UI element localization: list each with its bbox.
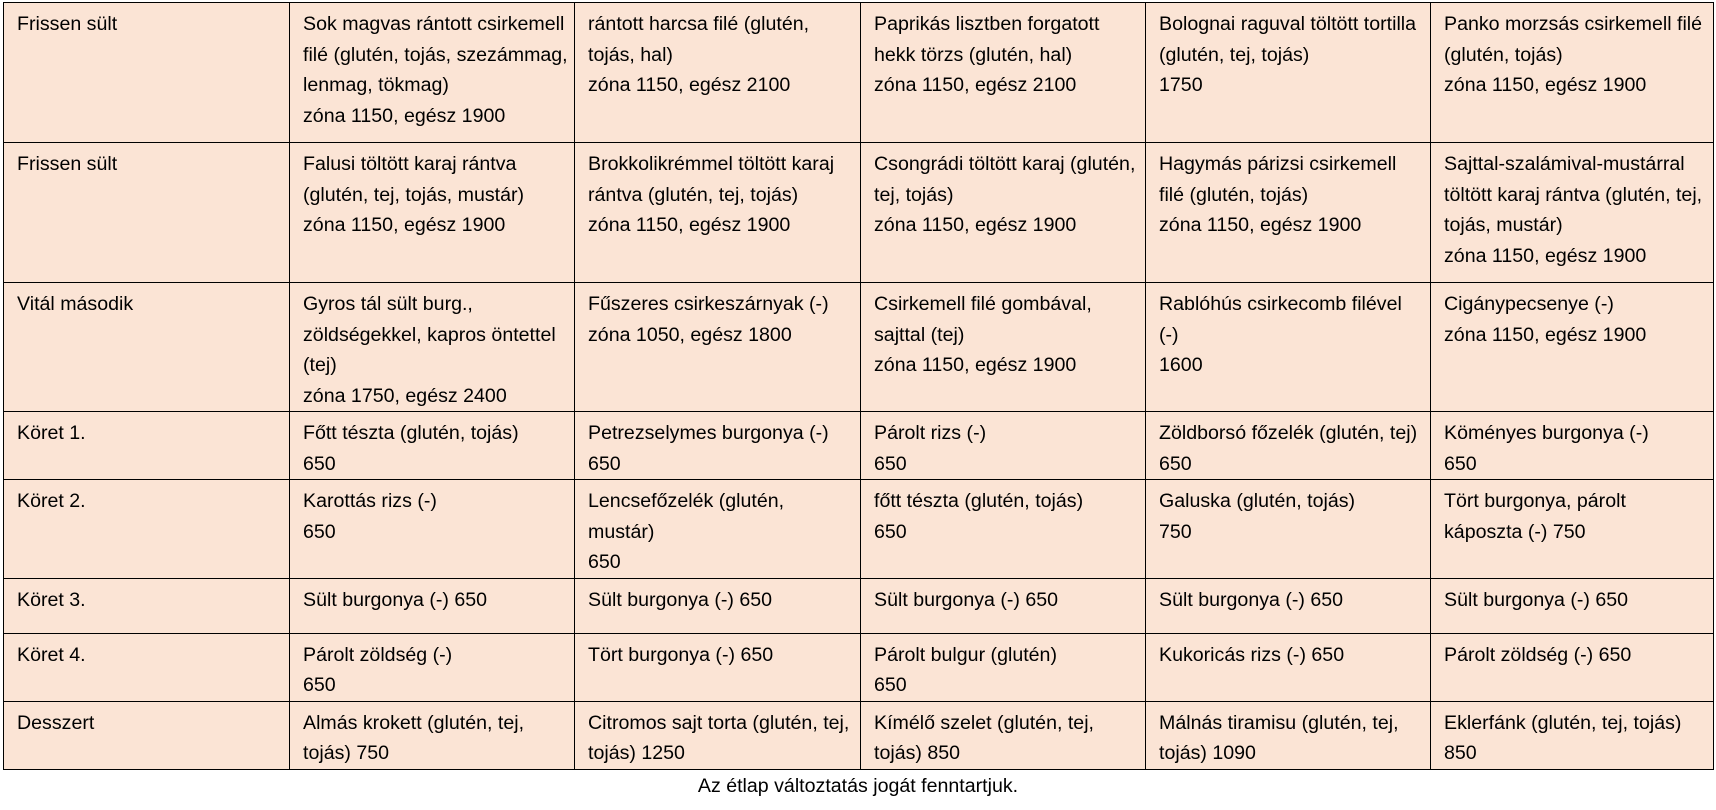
menu-item-cell (861, 701, 1146, 769)
menu-table-body (4, 3, 1714, 770)
menu-item-text: Sült burgonya (-) 650 (1444, 588, 1629, 611)
menu-item-cell (290, 633, 575, 701)
menu-item-text: Karottás rizs (-) (303, 490, 437, 512)
table-row (4, 480, 1714, 579)
menu-item-cell (1146, 578, 1431, 633)
menu-item-price: zóna 1150, egész 1900 (303, 104, 506, 127)
menu-item-text: Sült burgonya (-) 650 (588, 588, 773, 611)
menu-item-text: Párolt zöldség (-) (303, 643, 453, 666)
menu-item-text: Brokkolikrémmel töltött karaj rántva (glutén, tej, tojás) (588, 153, 835, 206)
menu-item-cell (861, 283, 1146, 412)
menu-item-text: Kímélő szelet (glutén, tej, tojás) 850 (874, 711, 1094, 764)
table-row (4, 633, 1714, 701)
menu-item-text: főtt tészta (glutén, tojás) (874, 490, 1084, 512)
menu-item-cell (1431, 412, 1714, 480)
menu-item-text: Almás krokett (glutén, tej, tojás) 750 (303, 711, 525, 764)
menu-item-price: 650 (874, 520, 907, 543)
menu-item-cell (1146, 283, 1431, 412)
row-category: Frissen sült (4, 143, 290, 283)
menu-item-text: Köményes burgonya (-) (1444, 422, 1649, 444)
menu-item-cell (575, 412, 861, 480)
menu-item-text: rántott harcsa filé (glutén, tojás, hal) (588, 13, 810, 66)
menu-item-cell (861, 480, 1146, 579)
menu-item-text: Sok magvas rántott csirkemell filé (glutén, tojás, szezámmag, lenmag, tökmag) (303, 13, 568, 96)
menu-item-price: zóna 1150, egész 1900 (1444, 74, 1647, 96)
menu-item-price: 650 (874, 674, 907, 696)
menu-item-price: zóna 1150, egész 1900 (588, 214, 791, 236)
menu-item-cell (290, 412, 575, 480)
menu-item-cell (1431, 480, 1714, 579)
menu-item-price: zóna 1050, egész 1800 (588, 323, 792, 346)
menu-item-price: 1600 (1159, 354, 1203, 376)
menu-item-price: zóna 1150, egész 1900 (1444, 323, 1647, 346)
menu-item-text: Falusi töltött karaj rántva (glutén, tej, tojás, mustár) (303, 153, 525, 206)
menu-item-cell (1146, 480, 1431, 579)
menu-item-cell (1146, 3, 1431, 143)
menu-item-cell (575, 283, 861, 412)
table-row (4, 701, 1714, 769)
menu-item-text: Sült burgonya (-) 650 (1159, 588, 1344, 611)
menu-item-cell (861, 143, 1146, 283)
menu-item-text: Bolognai raguval töltött tortilla (glutén, tej, tojás) (1159, 13, 1417, 66)
menu-item-price: zóna 1150, egész 2100 (874, 74, 1077, 96)
menu-item-text: Citromos sajt torta (glutén, tej, tojás) 1250 (588, 711, 850, 764)
menu-item-cell (1146, 143, 1431, 283)
menu-item-cell (1431, 701, 1714, 769)
menu-item-cell (290, 3, 575, 143)
menu-item-price: 650 (874, 452, 907, 475)
menu-item-price: zóna 1150, egész 1900 (874, 214, 1077, 236)
menu-item-text: Panko morzsás csirkemell filé (glutén, tojás) (1444, 13, 1703, 66)
menu-item-cell (1431, 283, 1714, 412)
menu-item-price: zóna 1150, egész 1900 (303, 214, 506, 236)
menu-item-text: Párolt rizs (-) (874, 422, 987, 444)
menu-item-text: Petrezselymes burgonya (-) 650 (588, 422, 829, 475)
menu-item-price: 650 (588, 551, 621, 573)
menu-item-cell (861, 412, 1146, 480)
menu-item-cell (861, 633, 1146, 701)
menu-item-cell (290, 283, 575, 412)
menu-item-cell (1431, 3, 1714, 143)
row-category: Desszert (4, 701, 290, 769)
menu-item-cell (1146, 633, 1431, 701)
menu-item-cell (575, 3, 861, 143)
row-category: Köret 3. (4, 578, 290, 633)
menu-item-price: zóna 1150, egész 1900 (874, 354, 1077, 376)
menu-item-text: Tört burgonya (-) 650 (588, 643, 774, 666)
menu-item-cell (1431, 578, 1714, 633)
menu-item-price: 750 (1159, 520, 1192, 543)
menu-item-text: Cigánypecsenye (-) (1444, 293, 1614, 315)
menu-item-cell (1431, 143, 1714, 283)
menu-table (3, 2, 1714, 770)
menu-item-cell (1146, 412, 1431, 480)
menu-item-price: zóna 1750, egész 2400 (303, 384, 507, 407)
menu-item-text: Lencsefőzelék (glutén, mustár) (588, 490, 785, 543)
menu-item-text: Tört burgonya, párolt káposzta (-) 750 (1444, 490, 1626, 543)
menu-item-price: 650 (1444, 452, 1477, 475)
table-row (4, 143, 1714, 283)
menu-item-text: Galuska (glutén, tojás) (1159, 490, 1356, 512)
table-row (4, 3, 1714, 143)
menu-item-cell (290, 578, 575, 633)
menu-item-cell (1431, 633, 1714, 701)
menu-item-cell (575, 480, 861, 579)
menu-item-text: Párolt bulgur (glutén) (874, 643, 1057, 666)
menu-item-cell (861, 578, 1146, 633)
menu-item-text: Málnás tiramisu (glutén, tej, tojás) 1090 (1159, 711, 1399, 764)
menu-item-text: Sült burgonya (-) 650 (874, 588, 1059, 611)
table-row (4, 283, 1714, 412)
row-category: Köret 4. (4, 633, 290, 701)
menu-item-text: Eklerfánk (glutén, tej, tojás) 850 (1444, 711, 1682, 764)
menu-item-cell (575, 633, 861, 701)
menu-item-cell (290, 480, 575, 579)
menu-item-price: 650 (303, 674, 336, 696)
menu-item-text: Paprikás lisztben forgatott hekk törzs (glutén, hal) (874, 13, 1100, 66)
menu-item-text: Kukoricás rizs (-) 650 (1159, 643, 1345, 666)
menu-item-text: Sült burgonya (-) 650 (303, 588, 488, 611)
menu-item-cell (1146, 701, 1431, 769)
menu-item-cell (575, 143, 861, 283)
menu-item-price: zóna 1150, egész 1900 (1444, 244, 1647, 267)
row-category: Köret 1. (4, 412, 290, 480)
menu-item-text: Csongrádi töltött karaj (glutén, tej, tojás) (874, 153, 1136, 206)
menu-item-text: Csirkemell filé gombával, sajttal (tej) (874, 293, 1092, 346)
menu-item-price: 1750 (1159, 74, 1203, 96)
row-category: Köret 2. (4, 480, 290, 579)
menu-item-text: Gyros tál sült burg., zöldségekkel, kapros öntettel (tej) (303, 293, 556, 376)
footer-note: Az étlap változtatás jogát fenntartjuk. (697, 775, 1019, 797)
row-category: Frissen sült (4, 3, 290, 143)
menu-item-price: 650 (303, 520, 336, 543)
menu-item-text: Zöldborsó főzelék (glutén, tej) 650 (1159, 422, 1418, 475)
menu-item-cell (575, 578, 861, 633)
table-row (4, 412, 1714, 480)
row-category: Vitál második (4, 283, 290, 412)
menu-item-cell (861, 3, 1146, 143)
menu-item-text: Főtt tészta (glutén, tojás) (303, 422, 519, 444)
menu-item-text: Hagymás párizsi csirkemell filé (glutén, tojás) (1159, 153, 1397, 206)
menu-item-text: Párolt zöldség (-) 650 (1444, 643, 1632, 666)
menu-item-cell (575, 701, 861, 769)
menu-item-cell (290, 143, 575, 283)
menu-item-text: Fűszeres csirkeszárnyak (-) (588, 293, 829, 315)
menu-item-text: Rablóhús csirkecomb filével (-) (1159, 293, 1402, 346)
table-row (4, 578, 1714, 633)
menu-item-cell (290, 701, 575, 769)
menu-item-price: zóna 1150, egész 2100 (588, 74, 791, 96)
menu-item-price: 650 (303, 452, 336, 475)
menu-item-text: Sajttal-szalámival-mustárral töltött karaj rántva (glutén, tej, tojás, mustár) (1444, 153, 1703, 236)
menu-item-price: zóna 1150, egész 1900 (1159, 214, 1362, 236)
